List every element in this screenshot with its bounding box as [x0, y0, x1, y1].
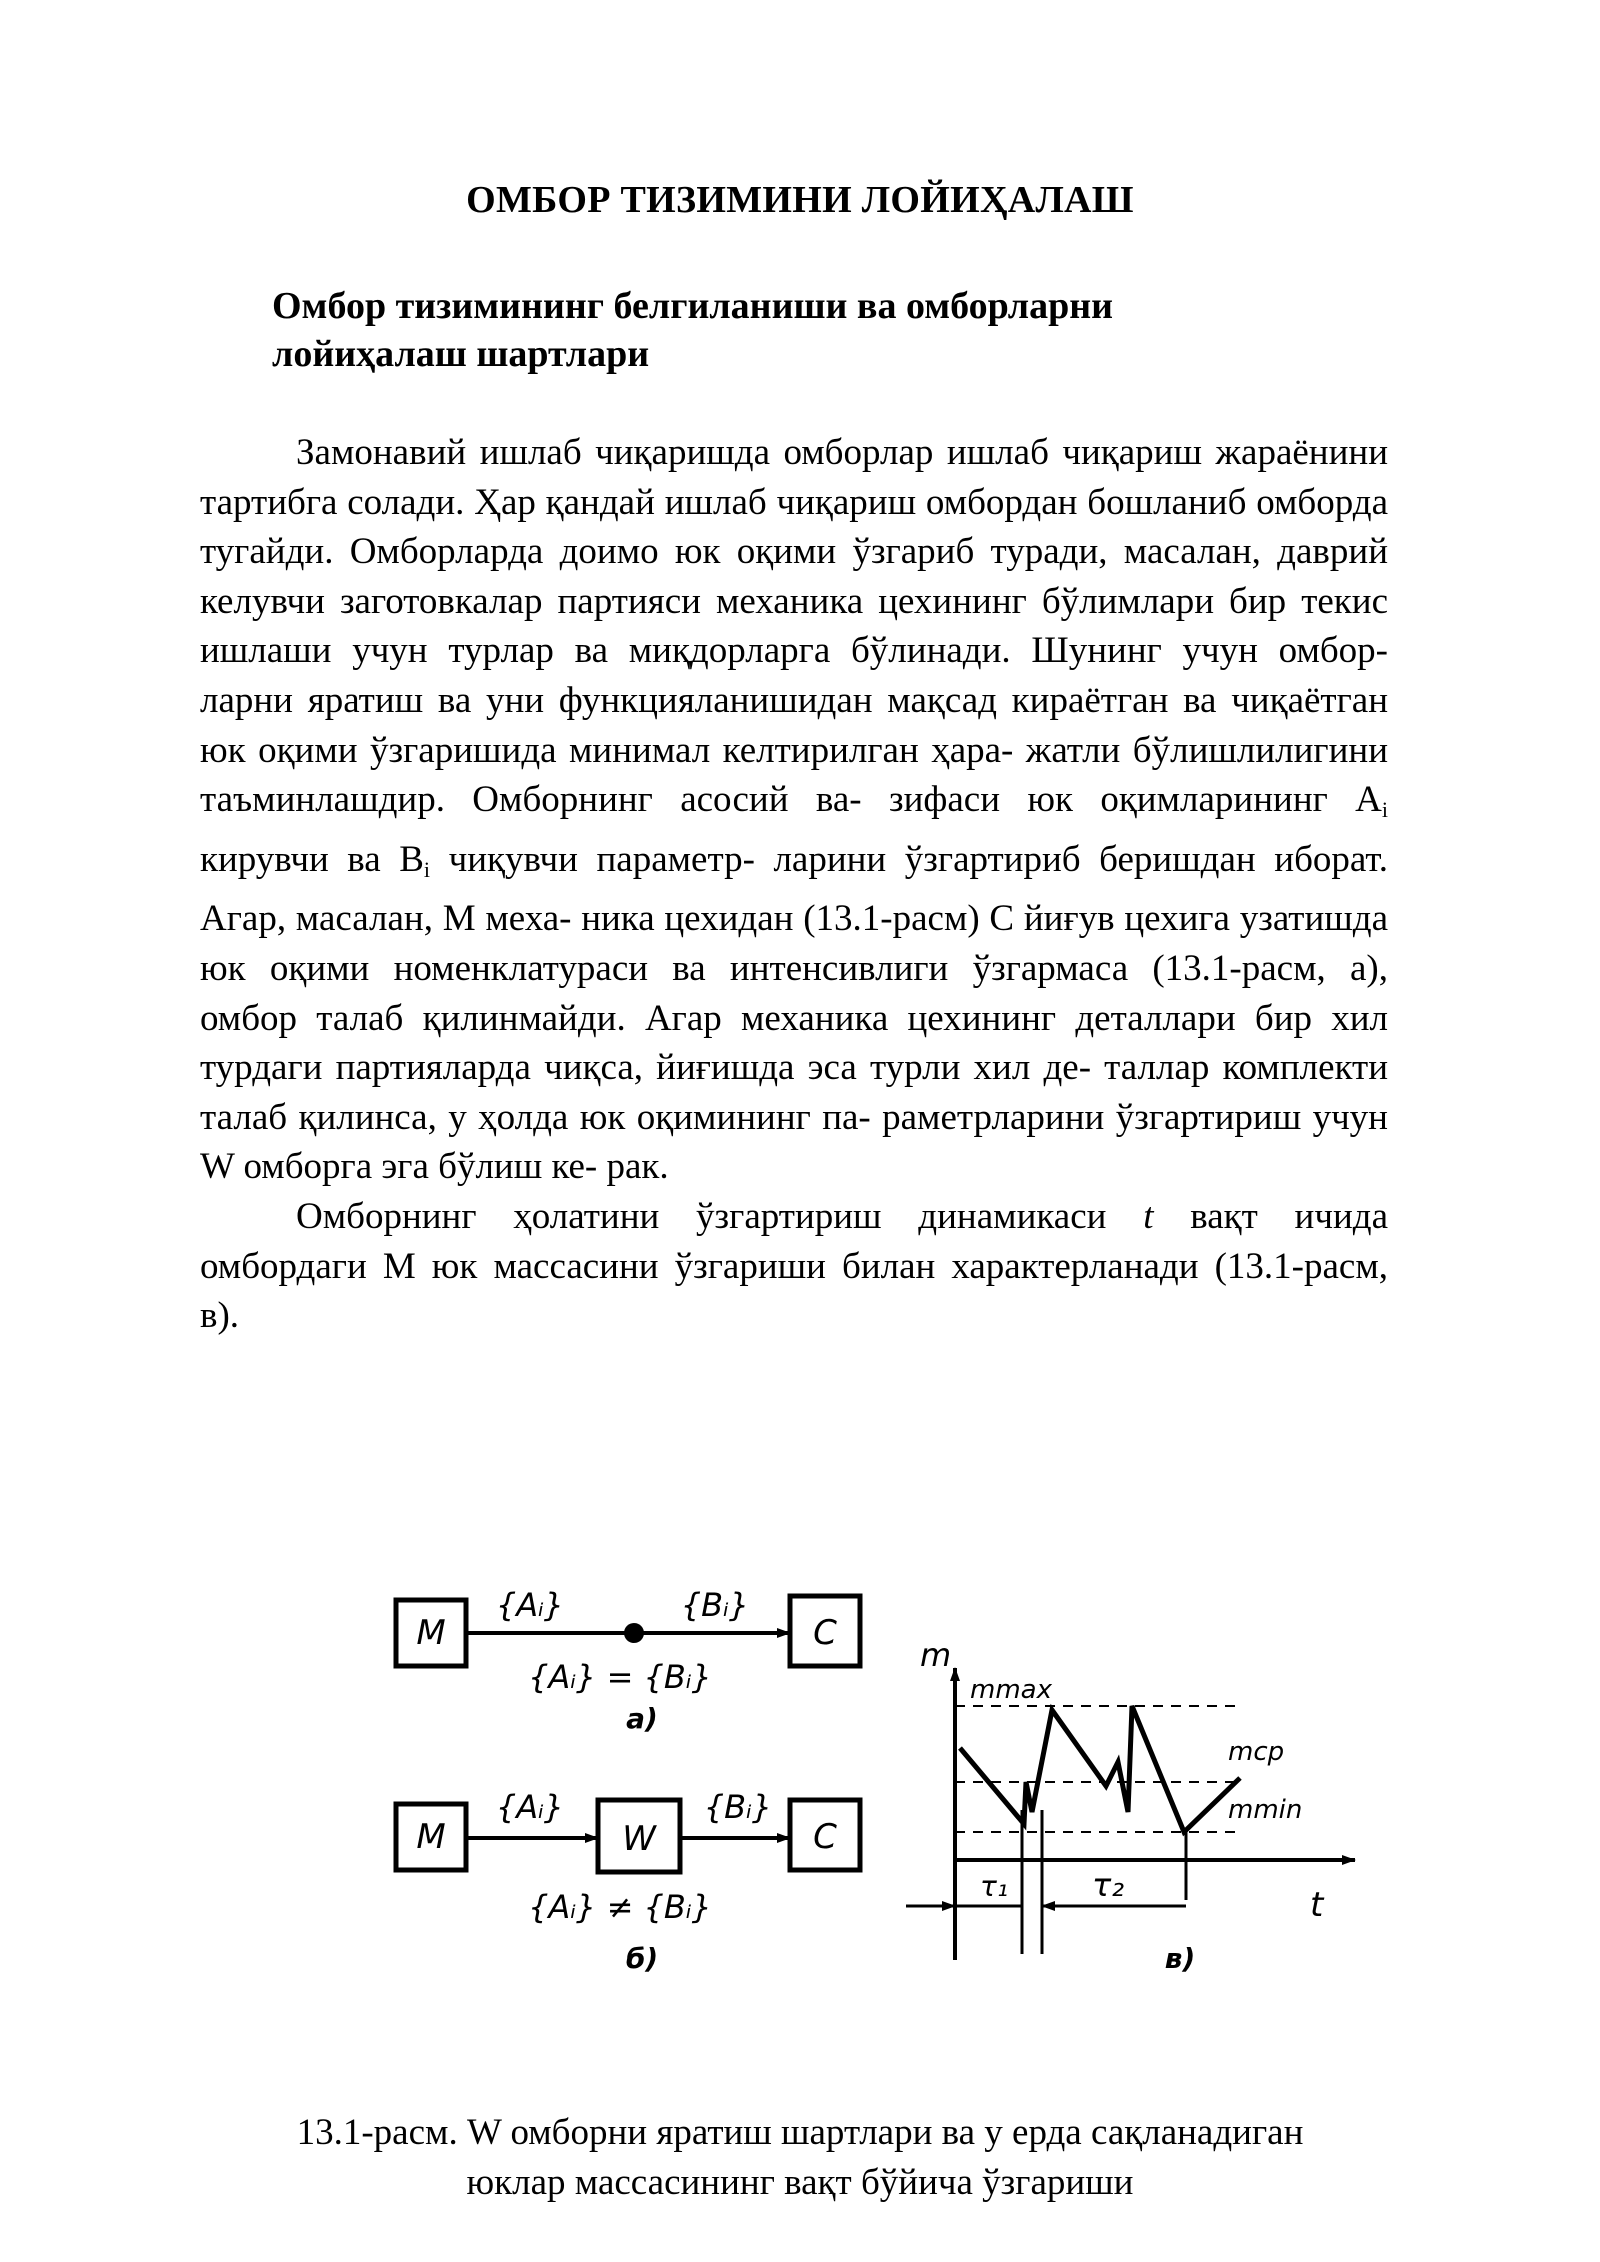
tau1-label: τ₁: [980, 1870, 1009, 1903]
box-m-b-label: M: [416, 1817, 446, 1857]
italic-t: t: [1143, 1195, 1154, 1237]
caption-line2: юклар массасининг вақт бўйича ўзгариши: [466, 2162, 1134, 2203]
figure-drawing: [380, 1560, 1360, 2030]
box-w-b-label: W: [622, 1819, 656, 1859]
paragraph-2: [200, 1192, 1388, 1341]
box-c-b-label: C: [813, 1817, 837, 1857]
label-b-relation: {Aᵢ} ≠ {Bᵢ}: [528, 1888, 712, 1926]
box-m-a-label: M: [416, 1613, 446, 1653]
caption-line1: 13.1-расм. W омборни яратиш шартлари ва у ерда сақланадиган: [296, 2112, 1304, 2153]
section-heading-line2: лойиҳалаш шартлари: [272, 333, 650, 375]
paragraph-2-part2: вақт ичида омбордаги М юк массасини ўзгариши билан характерланади (13.1-расм, в).: [200, 1195, 1388, 1337]
body-text: [200, 428, 1388, 1341]
figure-caption: [0, 2108, 1600, 2208]
paragraph-1-part1: Замонавий ишлаб чиқаришда омборлар ишлаб чиқариш жараёнини тартибга солади. Ҳар қандай ишлаб чиқариш омбордан бошланиб омборда тугайди. Омборларда доимо юк оқими ўзгариб туради, масалан, даврий келувчи заготовкалар партияси механика цехининг бўлимлари бир текис ишлаши учун турлар ва миқдорларга бўлинади. Шунинг учун омбор- ларни яратиш ва уни функцияланишидан мақсад кираётган ва чиқаётган юк оқими ўзгаришида минимал келтирилган ҳара- жатли бўлишлилигини таъминлашдир. Омборнинг асосий ва- зифаси юк оқимларининг А: [200, 432, 1388, 821]
mass-curve: [960, 1706, 1240, 1832]
box-c-a-label: C: [813, 1613, 837, 1653]
y-axis-label: m: [920, 1636, 952, 1674]
label-b-sub: б): [625, 1942, 659, 1975]
label-a-input: {Aᵢ}: [495, 1586, 565, 1624]
label-a-sub: a): [626, 1702, 658, 1735]
graph-v: [906, 1636, 1355, 1975]
label-mean: mср: [1228, 1737, 1285, 1767]
section-heading-line1: Омбор тизимининг белгиланиши ва омборларни: [272, 285, 1114, 327]
subscript-i-a: i: [1381, 797, 1388, 823]
label-v-sub: в): [1164, 1942, 1196, 1975]
diagram-a: [396, 1586, 860, 1735]
label-max: mmax: [970, 1675, 1052, 1705]
label-a-output: {Bᵢ}: [680, 1586, 750, 1624]
paragraph-1: [200, 428, 1388, 1192]
paragraph-1-part2: кирувчи ва В: [200, 838, 424, 880]
subscript-i-b: i: [423, 856, 431, 882]
label-b-output: {Bᵢ}: [703, 1788, 773, 1826]
figure-13-1: [380, 1560, 1360, 2030]
label-b-input: {Aᵢ}: [495, 1788, 565, 1826]
x-axis-label: t: [1310, 1885, 1324, 1925]
label-min: mmin: [1228, 1795, 1303, 1825]
section-heading: [272, 282, 1272, 378]
label-a-relation: {Aᵢ} = {Bᵢ}: [528, 1658, 712, 1696]
paragraph-1-part3: чиқувчи параметр- ларини ўзгартириб беришдан иборат. Агар, масалан, М меха- ника цехидан (13.1-расм) С йиғув цехига узатишда юк оқими номенклатураси ва интенсивлиги ўзгармаса (13.1-расм, а), омбор талаб қилинмайди. Агар механика цехининг деталлари бир хил турдаги партияларда чиқса, йиғишда эса турли хил де- таллар комплекти талаб қилинса, у ҳолда юк оқимининг па- раметрларини ўзгартириш учун W омборга эга бўлиш ке- рак.: [200, 838, 1388, 1188]
page-title: ОМБОР ТИЗИМИНИ ЛОЙИҲАЛАШ: [466, 179, 1134, 221]
diagram-b: [396, 1788, 860, 1975]
paragraph-2-part1: Омборнинг ҳолатини ўзгартириш динамикаси: [296, 1195, 1144, 1237]
tau2-label: τ₂: [1092, 1866, 1125, 1904]
